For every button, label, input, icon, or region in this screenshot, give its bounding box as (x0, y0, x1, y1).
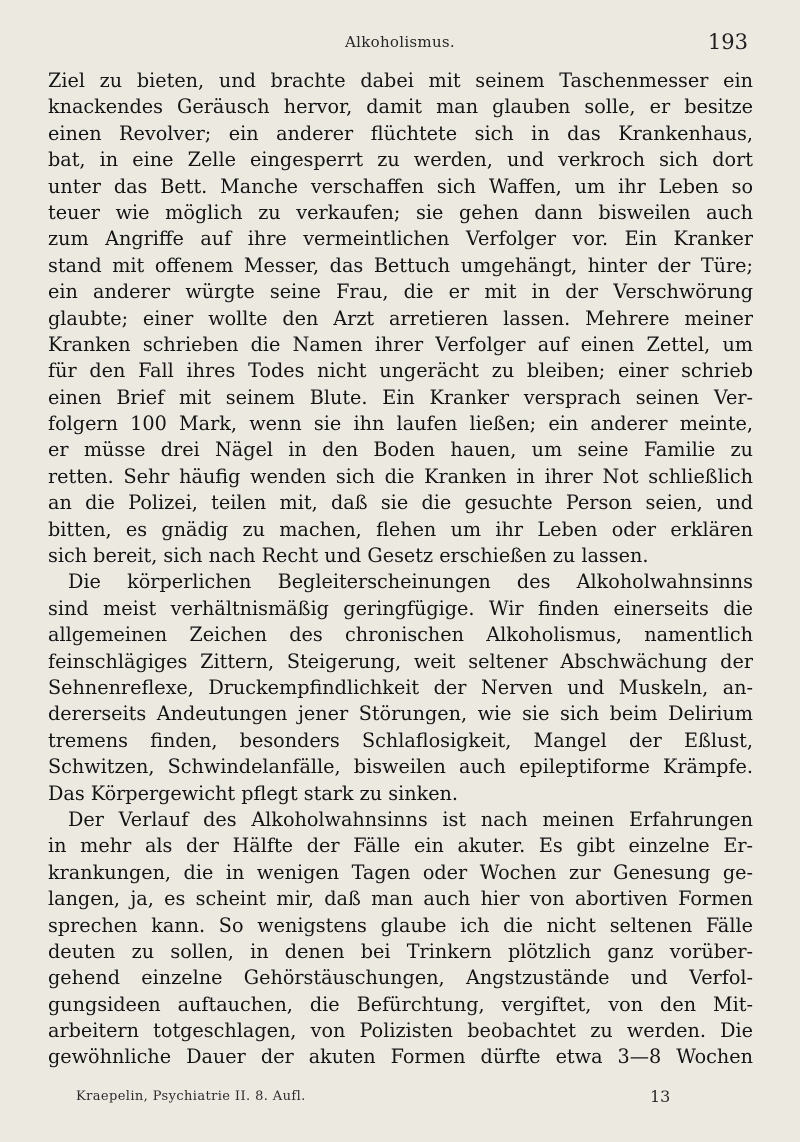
text-line: sind meist verhältnismäßig geringfügige. Wir finden einerseits die (48, 596, 753, 620)
text-line: gungsideen auftauchen, die Befürchtung, vergiftet, von den Mit- (48, 992, 753, 1016)
text-line: retten. Sehr häufig wenden sich die Kranken in ihrer Not schließlich (48, 464, 753, 488)
text-line: Sehnenreflexe, Druckempfindlichkeit der Nerven und Muskeln, an- (48, 675, 753, 699)
text-line: teuer wie möglich zu verkaufen; sie gehen dann bisweilen auch (48, 200, 753, 224)
text-line: krankungen, die in wenigen Tagen oder Wochen zur Genesung ge- (48, 860, 753, 884)
text-line: er müsse drei Nägel in den Boden hauen, um seine Familie zu (48, 438, 753, 462)
text-line: knackendes Geräusch hervor, damit man glauben solle, er besitze (48, 95, 753, 119)
text-line: deuten zu sollen, in denen bei Trinkern plötzlich ganz vorüber- (48, 939, 753, 963)
text-line: bitten, es gnädig zu machen, flehen um ihr Leben oder erklären (48, 517, 753, 541)
body-text (48, 68, 753, 1071)
text-line: feinschlägiges Zittern, Steigerung, weit seltener Abschwächung der (48, 649, 753, 673)
printer-signature: Kraepelin, Psychiatrie II. 8. Aufl. (76, 1089, 306, 1104)
signature-mark: 13 (650, 1087, 671, 1106)
page-number: 193 (707, 30, 748, 54)
text-line: dererseits Andeutungen jener Störungen, wie sie sich beim Delirium (48, 702, 753, 726)
text-line: tremens finden, besonders Schlaflosigkeit, Mangel der Eßlust, (48, 728, 753, 752)
text-line: einen Revolver; ein anderer flüchtete sich in das Krankenhaus, (48, 121, 753, 145)
text-line: in mehr als der Hälfte der Fälle ein akuter. Es gibt einzelne Er- (48, 834, 753, 858)
text-line: Ziel zu bieten, und brachte dabei mit seinem Taschenmesser ein (48, 69, 753, 92)
text-line: gehend einzelne Gehörstäuschungen, Angstzustände und Verfol- (48, 966, 753, 990)
text-line: ein anderer würgte seine Frau, die er mit in der Verschwörung (48, 280, 753, 304)
text-line: Die körperlichen Begleiterscheinungen des Alkoholwahnsinns (68, 570, 753, 594)
text-line: Kranken schrieben die Namen ihrer Verfolger auf einen Zettel, um (48, 332, 753, 356)
text-line: Schwitzen, Schwindelanfälle, bisweilen auch epileptiforme Krämpfe. (48, 755, 753, 779)
text-line: einen Brief mit seinem Blute. Ein Kranker versprach seinen Ver- (48, 385, 753, 409)
text-line: zum Angriffe auf ihre vermeintlichen Verfolger vor. Ein Kranker (48, 227, 753, 251)
text-line: stand mit offenem Messer, das Bettuch umgehängt, hinter der Türe; (48, 253, 753, 277)
text-line: gewöhnliche Dauer der akuten Formen dürfte etwa 3—8 Wochen (48, 1045, 753, 1069)
text-line: sich bereit, sich nach Recht und Gesetz erschießen zu lassen. (48, 544, 649, 568)
text-line: langen, ja, es scheint mir, daß man auch hier von abortiven Formen (48, 887, 753, 911)
running-title: Alkoholismus. (345, 33, 455, 51)
text-line: unter das Bett. Manche verschaffen sich Waffen, um ihr Leben so (48, 174, 753, 198)
text-line: glaubte; einer wollte den Arzt arretieren lassen. Mehrere meiner (48, 306, 753, 330)
text-line: arbeitern totgeschlagen, von Polizisten beobachtet zu werden. Die (48, 1019, 753, 1043)
text-line: folgern 100 Mark, wenn sie ihn laufen ließen; ein anderer meinte, (48, 412, 753, 436)
text-line: allgemeinen Zeichen des chronischen Alkoholismus, namentlich (48, 623, 753, 647)
text-line: an die Polizei, teilen mit, daß sie die gesuchte Person seien, und (48, 491, 753, 515)
text-line: bat, in eine Zelle eingesperrt zu werden, und verkroch sich dort (48, 148, 753, 172)
text-line: sprechen kann. So wenigstens glaube ich die nicht seltenen Fälle (48, 913, 753, 937)
text-line: Der Verlauf des Alkoholwahnsinns ist nach meinen Erfahrungen (68, 807, 753, 831)
text-line: Das Körpergewicht pflegt stark zu sinken. (48, 781, 459, 805)
text-line: für den Fall ihres Todes nicht ungerächt zu bleiben; einer schrieb (48, 359, 753, 383)
